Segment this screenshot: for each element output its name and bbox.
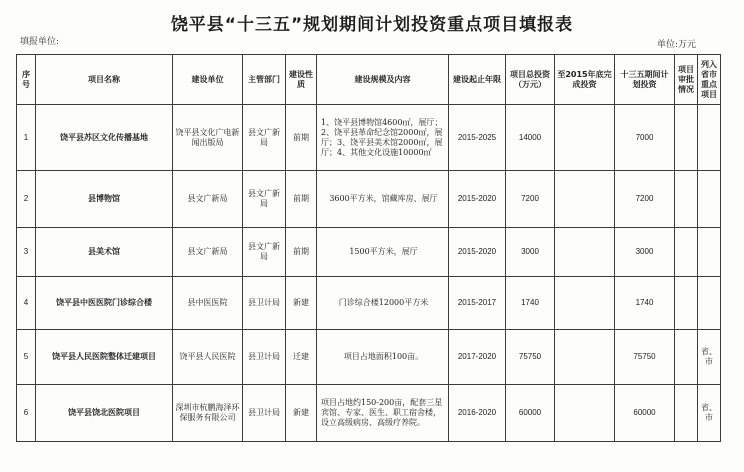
cell-seq: 4 [17, 277, 36, 330]
document-title: 饶平县“十三五”规划期间计划投资重点项目填报表 [170, 15, 574, 35]
col-header-plan: 十三五期间计划投资 [615, 55, 675, 105]
cell-scale: 项目占地面积100亩。 [317, 330, 449, 385]
cell-approval [675, 330, 698, 385]
cell-dept: 县卫计局 [243, 330, 286, 385]
cell-unit: 饶平县文化广电新闻出版局 [173, 105, 243, 171]
cell-plan: 7200 [615, 171, 675, 228]
cell-seq: 1 [17, 105, 36, 171]
cell-scale: 3600平方米，馆藏库房、展厅 [317, 171, 449, 228]
cell-nature: 前期 [286, 105, 317, 171]
col-header-period: 建设起止年限 [449, 55, 506, 105]
cell-seq: 3 [17, 228, 36, 277]
cell-total: 1740 [506, 277, 555, 330]
cell-scale: 1、饶平县博物馆4600㎡，展厅；2、饶平县革命纪念馆2000㎡，展厅；3、饶平县美术馆2000㎡，展厅；4、其他文化设施10000㎡ [317, 105, 449, 171]
cell-nature: 迁建 [286, 330, 317, 385]
cell-unit: 县文广新局 [173, 228, 243, 277]
col-header-nature: 建设性质 [286, 55, 317, 105]
table-row [17, 228, 721, 277]
cell-dept: 县文广新局 [243, 105, 286, 171]
col-header-seq: 序号 [17, 55, 36, 105]
col-header-done2015: 至2015年底完成投资 [555, 55, 615, 105]
cell-approval [675, 171, 698, 228]
cell-nature: 前期 [286, 228, 317, 277]
cell-plan: 75750 [615, 330, 675, 385]
cell-plan: 1740 [615, 277, 675, 330]
cell-done2015 [555, 277, 615, 330]
cell-period: 2016-2020 [449, 385, 506, 442]
cell-key: 省、市 [698, 330, 721, 385]
cell-done2015 [555, 385, 615, 442]
table-row [17, 277, 721, 330]
filler-unit-label: 填报单位: [20, 37, 60, 47]
cell-plan: 3000 [615, 228, 675, 277]
cell-done2015 [555, 228, 615, 277]
cell-done2015 [555, 330, 615, 385]
cell-total: 3000 [506, 228, 555, 277]
cell-period: 2015-2025 [449, 105, 506, 171]
cell-nature: 新建 [286, 385, 317, 442]
cell-key: 省、市 [698, 385, 721, 442]
cell-done2015 [555, 171, 615, 228]
cell-approval [675, 228, 698, 277]
table-row [17, 171, 721, 228]
cell-project-name: 饶平县饶北医院项目 [36, 385, 173, 442]
cell-scale: 项目占地约150-200亩，配套三星宾馆、专家、医生、职工宿舍楼，设立高级病房、高级疗养院。 [317, 385, 449, 442]
col-header-total: 项目总投资（万元） [506, 55, 555, 105]
cell-total: 75750 [506, 330, 555, 385]
table-header-row [17, 55, 721, 105]
unit-label: 单位:万元 [656, 40, 696, 50]
col-header-scale: 建设规模及内容 [317, 55, 449, 105]
cell-nature: 新建 [286, 277, 317, 330]
cell-project-name: 饶平县人民医院整体迁建项目 [36, 330, 173, 385]
table-row [17, 330, 721, 385]
cell-dept: 县文广新局 [243, 171, 286, 228]
cell-scale: 1500平方米，展厅 [317, 228, 449, 277]
cell-key [698, 277, 721, 330]
cell-approval [675, 105, 698, 171]
cell-plan: 60000 [615, 385, 675, 442]
table-row [17, 105, 721, 171]
cell-total: 60000 [506, 385, 555, 442]
table-row [17, 385, 721, 442]
cell-project-name: 县博物馆 [36, 171, 173, 228]
investment-table [16, 54, 721, 442]
cell-dept: 县卫计局 [243, 277, 286, 330]
cell-unit: 深圳市杭鹏海泽环保服务有限公司 [173, 385, 243, 442]
cell-unit: 县中医医院 [173, 277, 243, 330]
cell-project-name: 饶平县苏区文化传播基地 [36, 105, 173, 171]
cell-total: 14000 [506, 105, 555, 171]
cell-period: 2017-2020 [449, 330, 506, 385]
col-header-dept: 主管部门 [243, 55, 286, 105]
col-header-name: 项目名称 [36, 55, 173, 105]
cell-scale: 门诊综合楼12000平方米 [317, 277, 449, 330]
cell-seq: 2 [17, 171, 36, 228]
cell-project-name: 县美术馆 [36, 228, 173, 277]
cell-key [698, 171, 721, 228]
cell-done2015 [555, 105, 615, 171]
col-header-approval: 项目审批情况 [675, 55, 698, 105]
col-header-key: 列入省市重点项目 [698, 55, 721, 105]
cell-seq: 6 [17, 385, 36, 442]
cell-approval [675, 277, 698, 330]
cell-plan: 7000 [615, 105, 675, 171]
cell-period: 2015-2020 [449, 228, 506, 277]
cell-dept: 县卫计局 [243, 385, 286, 442]
cell-key [698, 228, 721, 277]
cell-project-name: 饶平县中医医院门诊综合楼 [36, 277, 173, 330]
cell-approval [675, 385, 698, 442]
cell-key [698, 105, 721, 171]
cell-unit: 县文广新局 [173, 171, 243, 228]
col-header-unit: 建设单位 [173, 55, 243, 105]
cell-total: 7200 [506, 171, 555, 228]
cell-dept: 县文广新局 [243, 228, 286, 277]
cell-nature: 前期 [286, 171, 317, 228]
cell-seq: 5 [17, 330, 36, 385]
cell-unit: 饶平县人民医院 [173, 330, 243, 385]
cell-period: 2015-2017 [449, 277, 506, 330]
cell-period: 2015-2020 [449, 171, 506, 228]
